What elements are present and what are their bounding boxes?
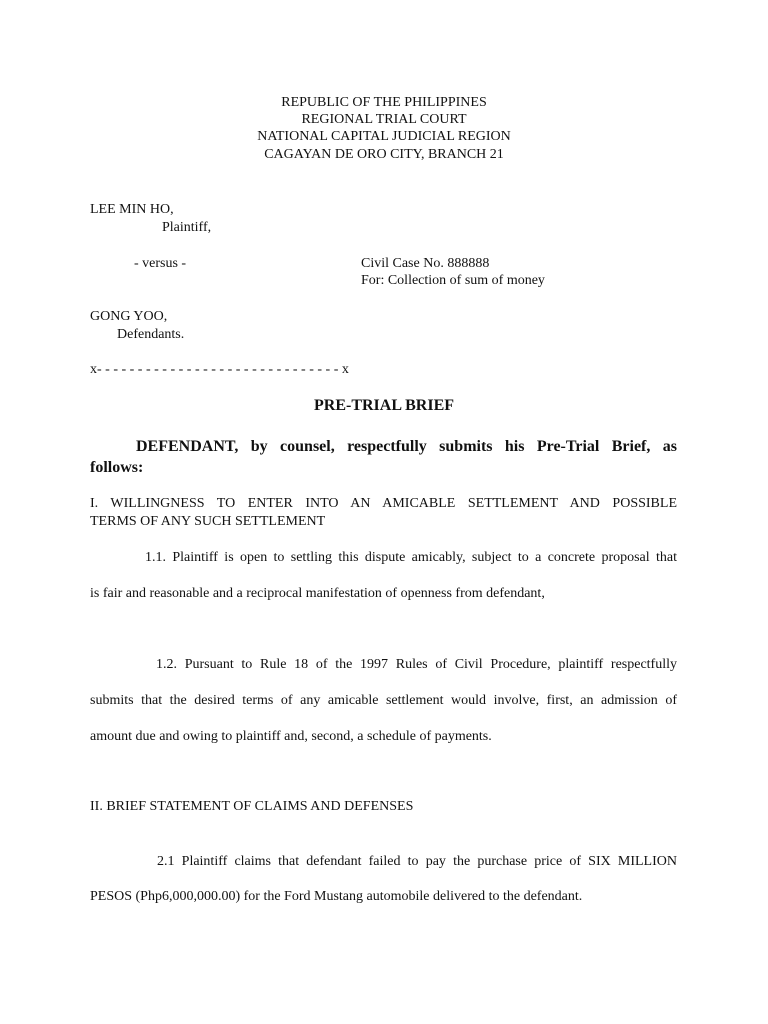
court-header-line-2: REGIONAL TRIAL COURT — [301, 112, 467, 127]
defendant-role: Defendants. — [117, 327, 185, 342]
intro-line-2: follows: — [90, 459, 144, 476]
para-1-2-line-1: 1.2. Pursuant to Rule 18 of the 1997 Rules of Civil Procedure, plaintiff respectfully — [156, 657, 677, 672]
document-title: PRE-TRIAL BRIEF — [313, 397, 455, 414]
para-2-1-line-2: PESOS (Php6,000,000.00) for the Ford Mustang automobile delivered to the defendant. — [90, 889, 583, 904]
section-1-heading-line-2: TERMS OF ANY SUCH SETTLEMENT — [90, 514, 326, 529]
section-2-heading: II. BRIEF STATEMENT OF CLAIMS AND DEFENSES — [90, 799, 414, 814]
intro-line-1: DEFENDANT, by counsel, respectfully submits his Pre-Trial Brief, as — [136, 438, 677, 455]
case-nature: For: Collection of sum of money — [361, 273, 545, 288]
defendant-name: GONG YOO, — [90, 309, 168, 324]
section-1-heading-line-1: I. WILLINGNESS TO ENTER INTO AN AMICABLE SETTLEMENT AND POSSIBLE — [90, 496, 677, 511]
para-2-1-line-1: 2.1 Plaintiff claims that defendant failed to pay the purchase price of SIX MILLION — [157, 854, 677, 869]
versus-label: - versus - — [134, 256, 187, 271]
para-1-1-line-2: is fair and reasonable and a reciprocal manifestation of openness from defendant, — [90, 586, 545, 601]
court-header-line-1: REPUBLIC OF THE PHILIPPINES — [281, 95, 487, 110]
court-header-line-4: CAGAYAN DE ORO CITY, BRANCH 21 — [264, 147, 504, 162]
caption-separator: x- - - - - - - - - - - - - - - - - - - - - - - - - - - - - - x — [90, 362, 349, 377]
plaintiff-role: Plaintiff, — [162, 220, 212, 235]
court-header-line-3: NATIONAL CAPITAL JUDICIAL REGION — [257, 129, 511, 144]
para-1-2-line-2: submits that the desired terms of any amicable settlement would involve, first, an admission of — [90, 693, 677, 708]
para-1-1-line-1: 1.1. Plaintiff is open to settling this dispute amicably, subject to a concrete proposal that — [145, 550, 677, 565]
para-1-2-line-3: amount due and owing to plaintiff and, second, a schedule of payments. — [90, 729, 492, 744]
case-number: Civil Case No. 888888 — [361, 256, 490, 271]
plaintiff-name: LEE MIN HO, — [90, 202, 174, 217]
